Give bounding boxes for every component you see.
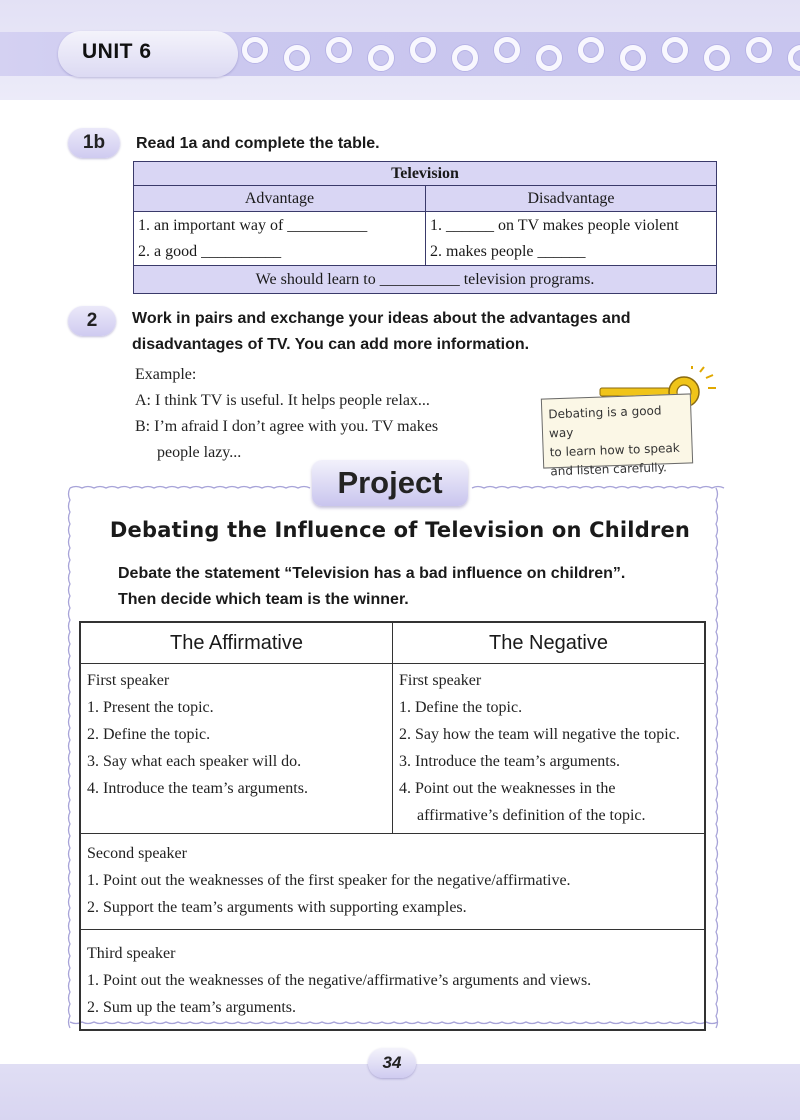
project-banner: Project <box>312 460 468 506</box>
negative-first-speaker <box>392 664 704 833</box>
list-item: 3. Say what each speaker will do. <box>87 753 302 770</box>
table-row <box>81 623 704 664</box>
dialogue-line-a: A: I think TV is useful. It helps people relax... <box>135 392 430 409</box>
table-row <box>81 664 704 834</box>
tip-line: to learn how to speak <box>549 440 680 460</box>
list-item: Second speaker <box>87 845 187 862</box>
list-item: affirmative’s definition of the topic. <box>417 807 646 824</box>
third-speaker <box>81 930 704 1029</box>
list-item: 1. Define the topic. <box>399 699 523 716</box>
tip-line: and listen carefully. <box>550 460 668 479</box>
disadvantage-item: 1. ______ on TV makes people violent <box>430 217 679 234</box>
example-label: Example: <box>135 366 197 383</box>
list-item: 3. Introduce the team’s arguments. <box>399 753 620 770</box>
list-item: 4. Introduce the team’s arguments. <box>87 780 308 797</box>
advantage-item: 1. an important way of __________ <box>138 217 368 234</box>
table-title: Television <box>134 162 717 186</box>
table-row <box>81 930 704 1029</box>
list-item: 2. Say how the team will negative the topic. <box>399 726 680 743</box>
list-item: 4. Point out the weaknesses in the <box>399 780 616 797</box>
section-2-label: 2 <box>68 306 116 336</box>
list-item: 2. Define the topic. <box>87 726 211 743</box>
section-1b-label: 1b <box>68 128 120 158</box>
tip-line: Debating is a good way <box>548 403 662 441</box>
instruction-line: disadvantages of TV. You can add more information. <box>132 336 530 353</box>
project-instruction <box>118 561 625 613</box>
instruction-line: Work in pairs and exchange your ideas about the advantages and <box>132 310 631 327</box>
list-item: 1. Present the topic. <box>87 699 214 716</box>
list-item: First speaker <box>87 672 170 689</box>
instruction-line: Debate the statement “Television has a bad influence on children”. <box>118 565 626 582</box>
negative-header: The Negative <box>392 623 704 663</box>
table-row <box>81 834 704 930</box>
advantage-header: Advantage <box>134 186 426 212</box>
unit-title: UNIT 6 <box>82 40 152 63</box>
list-item: 1. Point out the weaknesses of the first speaker for the negative/affirmative. <box>87 872 571 889</box>
second-speaker <box>81 834 704 929</box>
list-item: 1. Point out the weaknesses of the negative/affirmative’s arguments and views. <box>87 972 592 989</box>
affirmative-header: The Affirmative <box>169 631 304 654</box>
list-item: 2. Sum up the team’s arguments. <box>87 999 297 1016</box>
affirmative-first-speaker <box>81 664 392 833</box>
instruction-line: Then decide which team is the winner. <box>118 591 409 608</box>
debate-table <box>79 621 706 1031</box>
list-item: First speaker <box>399 672 482 689</box>
advantage-item: 2. a good __________ <box>138 243 282 260</box>
dialogue-line-b-cont: people lazy... <box>157 444 242 461</box>
dialogue-line-b: B: I’m afraid I don’t agree with you. TV makes <box>135 418 439 435</box>
project-title: Debating the Influence of Television on Children <box>109 518 691 542</box>
table-footer: We should learn to __________ television programs. <box>134 266 717 294</box>
page-number: 34 <box>368 1048 416 1078</box>
list-item: 2. Support the team’s arguments with supporting examples. <box>87 899 467 916</box>
list-item: Third speaker <box>87 945 176 962</box>
section-1b-instruction: Read 1a and complete the table. <box>136 135 380 152</box>
disadvantage-item: 2. makes people ______ <box>430 243 586 260</box>
disadvantage-header: Disadvantage <box>426 186 717 212</box>
